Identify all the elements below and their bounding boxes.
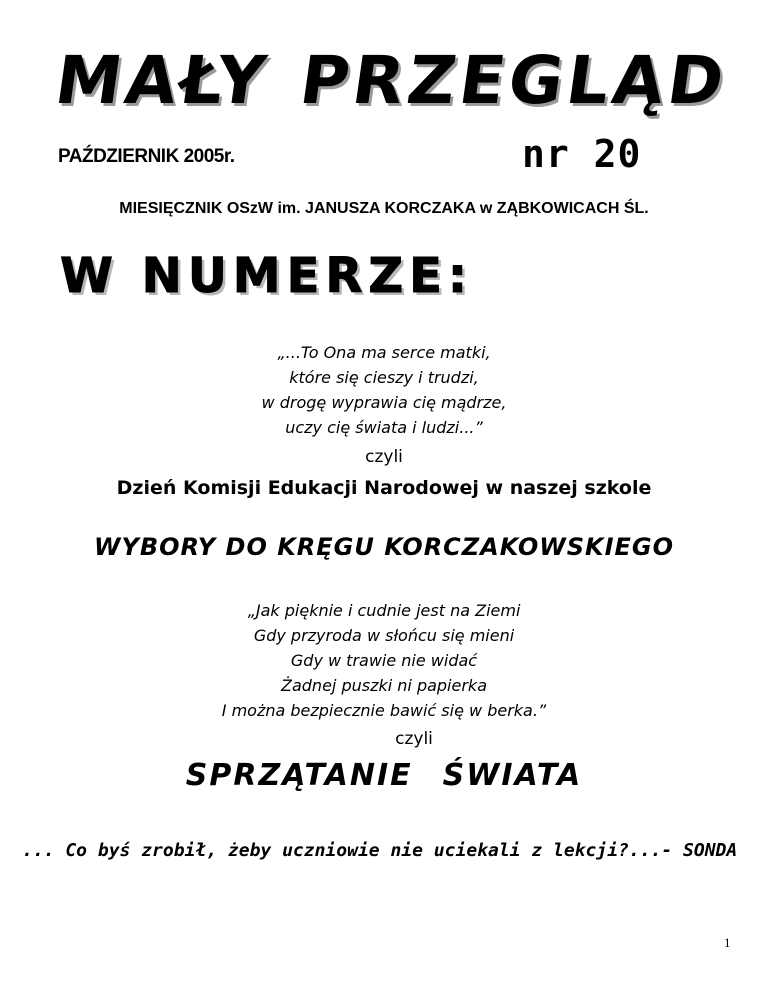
poem-line: uczy cię świata i ludzi...” bbox=[285, 418, 483, 437]
masthead-word-przeglad: PRZEGLĄD bbox=[295, 42, 733, 119]
poem-line: Gdy w trawie nie widać bbox=[290, 651, 478, 670]
survey-question: ... Co byś zrobił, żeby uczniowie nie uciekali z lekcji?...- SONDA bbox=[22, 840, 738, 861]
poem-line: „...To Ona ma serce matki, bbox=[277, 343, 491, 362]
connector-czyli: czyli bbox=[395, 729, 433, 749]
issue-date: PAŹDZIERNIK 2005r. bbox=[58, 146, 235, 167]
headline-korczak-circle-elections: WYBORY DO KRĘGU KORCZAKOWSKIEGO bbox=[93, 533, 675, 561]
masthead-title bbox=[50, 36, 733, 126]
poem-quote-earth bbox=[0, 598, 768, 723]
issue-number: nr 20 bbox=[522, 132, 642, 176]
poem-line: I można bezpiecznie bawić się w berka.” bbox=[221, 701, 547, 720]
headline-clean-up-the-world bbox=[0, 758, 768, 793]
poem-quote-mother bbox=[0, 340, 768, 440]
page-number: 1 bbox=[724, 935, 731, 950]
section-heading-in-this-issue: W NUMERZE: bbox=[60, 248, 474, 304]
headline-national-education-day: Dzień Komisji Edukacji Narodowej w naszej szkole bbox=[116, 477, 652, 499]
poem-line: Żadnej puszki ni papierka bbox=[281, 676, 487, 695]
poem-line: w drogę wyprawia cię mądrze, bbox=[261, 393, 507, 412]
headline-word: ŚWIATA bbox=[442, 758, 583, 793]
poem-line: Gdy przyroda w słońcu się mieni bbox=[253, 626, 515, 645]
headline-word: SPRZĄTANIE bbox=[185, 758, 413, 793]
poem-line: które się cieszy i trudzi, bbox=[289, 368, 479, 387]
masthead-word-maly: MAŁY bbox=[50, 42, 275, 119]
connector-czyli: czyli bbox=[365, 447, 403, 467]
publication-subtitle: MIESIĘCZNIK OSzW im. JANUSZA KORCZAKA w ZĄBKOWICACH ŚL. bbox=[119, 200, 649, 217]
poem-line: „Jak pięknie i cudnie jest na Ziemi bbox=[247, 601, 521, 620]
